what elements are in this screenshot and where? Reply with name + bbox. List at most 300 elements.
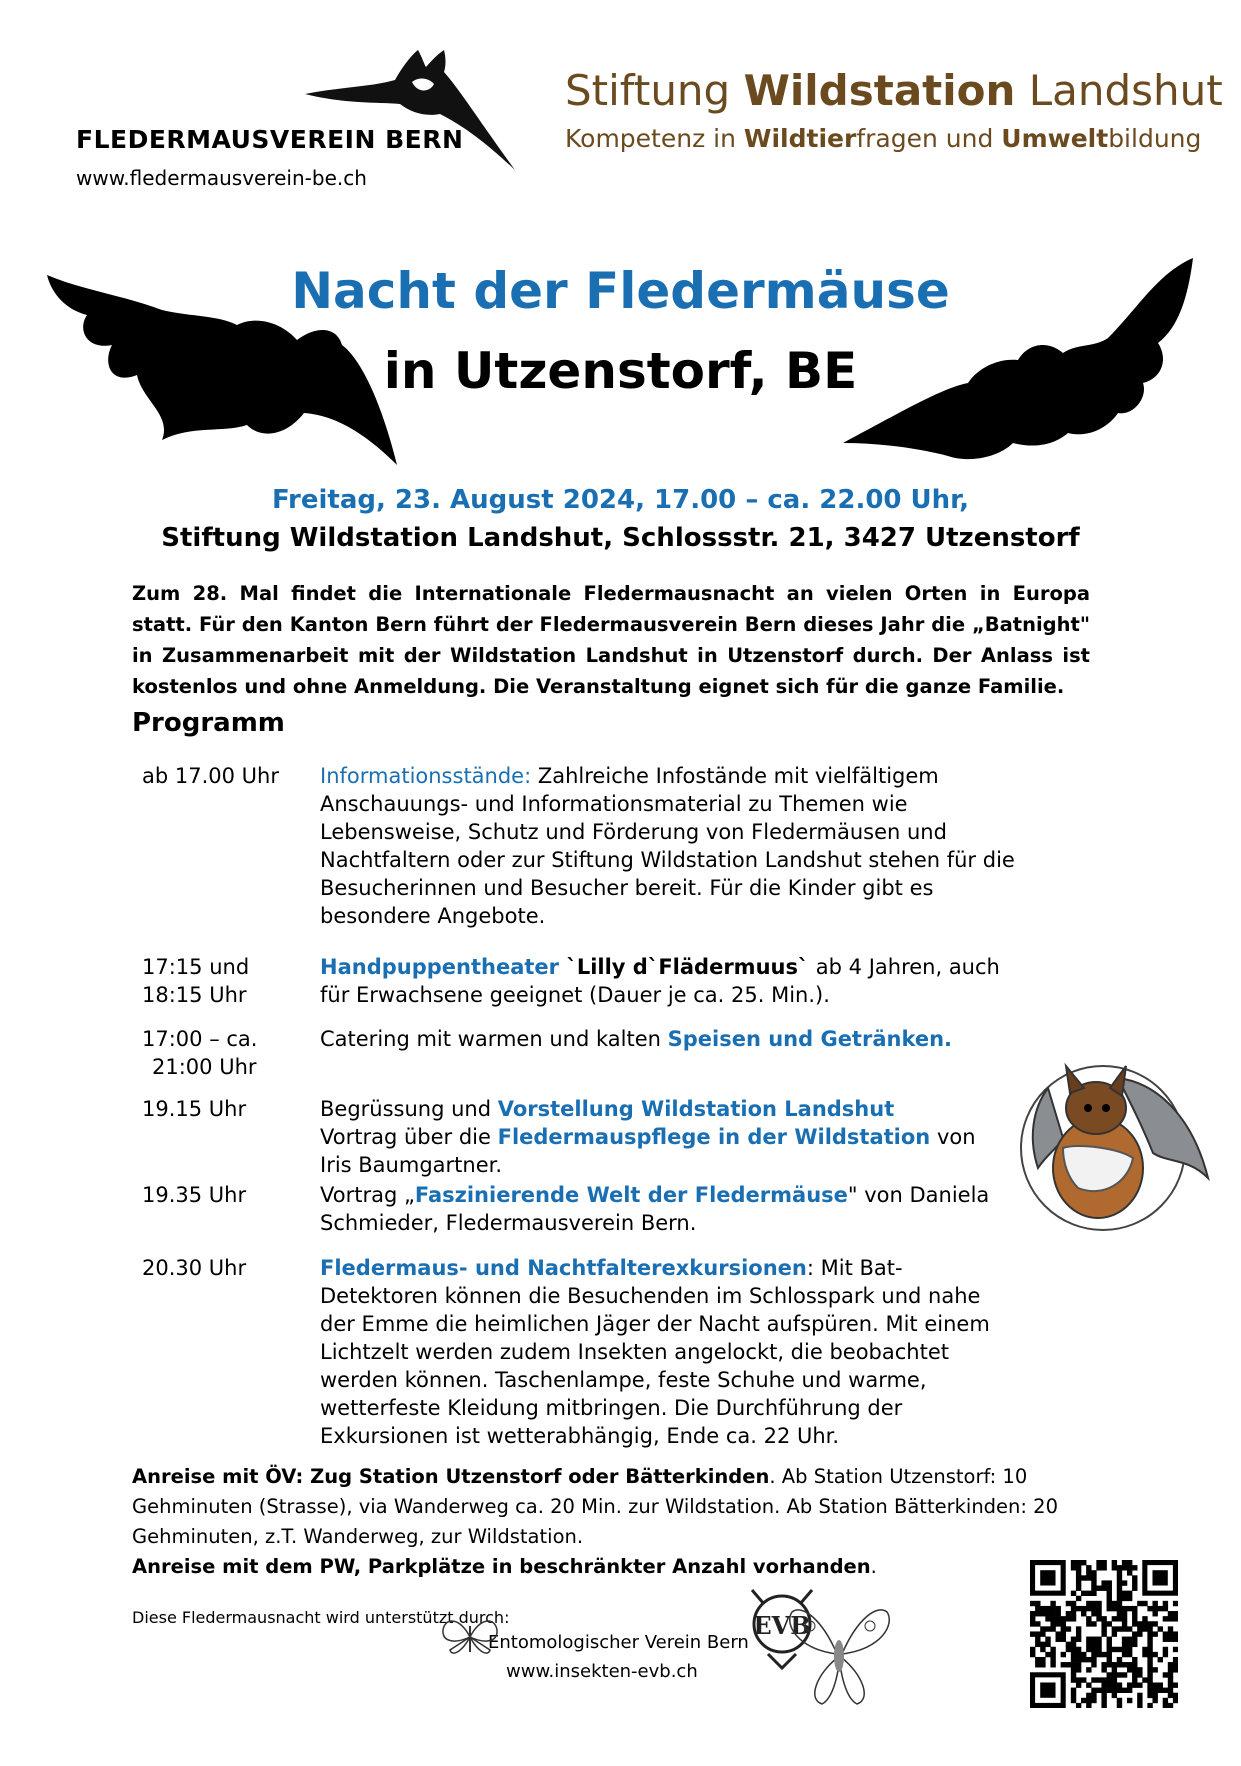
qr-module <box>1091 1647 1096 1652</box>
qr-module <box>1061 1626 1066 1631</box>
qr-module <box>1081 1575 1086 1580</box>
qr-module <box>1101 1652 1106 1657</box>
qr-module <box>1112 1662 1117 1667</box>
qr-module <box>1163 1637 1168 1642</box>
qr-module <box>1137 1621 1142 1626</box>
program-time-2: 17:15 und 18:15 Uhr <box>142 955 250 1007</box>
qr-module <box>1066 1601 1071 1606</box>
program-time-5: 19.35 Uhr <box>142 1183 247 1207</box>
qr-module <box>1137 1693 1142 1698</box>
qr-module <box>1091 1642 1096 1647</box>
qr-module <box>1147 1642 1152 1647</box>
qr-module <box>1101 1703 1106 1708</box>
qr-module <box>1071 1672 1076 1677</box>
qr-module <box>1107 1677 1112 1682</box>
qr-module <box>1071 1616 1076 1621</box>
qr-module <box>1045 1642 1050 1647</box>
qr-module <box>1101 1621 1106 1626</box>
qr-module <box>1061 1621 1066 1626</box>
qr-module <box>1091 1657 1096 1662</box>
qr-module <box>1081 1698 1086 1703</box>
qr-module <box>1086 1703 1091 1708</box>
qr-module <box>1112 1560 1117 1565</box>
qr-module <box>1147 1662 1152 1667</box>
qr-module <box>1076 1570 1081 1575</box>
qr-module <box>1173 1611 1178 1616</box>
qr-module <box>1096 1616 1101 1621</box>
qr-module <box>1132 1637 1137 1642</box>
qr-module <box>1066 1616 1071 1621</box>
qr-finder <box>1152 1570 1167 1585</box>
qr-module <box>1035 1642 1040 1647</box>
qr-module <box>1122 1637 1127 1642</box>
qr-module <box>1122 1672 1127 1677</box>
qr-module <box>1076 1596 1081 1601</box>
qr-module <box>1086 1591 1091 1596</box>
program-desc-6: Fledermaus- und Nachtfalterexkursionen: Mit Bat-Detektoren können die Besuchenden im Schlosspark und nahe der Emme die heimlichen Jäger der Nacht aufspüren. Mit einem Lichtzelt werden zudem Insekten angelockt, die beobachtet werden können. Taschenlampe, feste Schuhe und warme, wetterfeste Kleidung mitbringen. Die Durchführung der Exkursionen ist wetterabhängig, Ende ca. 22 Uhr. <box>320 1256 990 1448</box>
qr-module <box>1096 1586 1101 1591</box>
qr-module <box>1127 1688 1132 1693</box>
qr-module <box>1122 1616 1127 1621</box>
qr-module <box>1127 1591 1132 1596</box>
qr-module <box>1076 1657 1081 1662</box>
qr-module <box>1122 1565 1127 1570</box>
qr-module <box>1117 1616 1122 1621</box>
program-time-4: 19.15 Uhr <box>142 1097 247 1121</box>
qr-module <box>1173 1601 1178 1606</box>
qr-module <box>1091 1662 1096 1667</box>
qr-module <box>1122 1596 1127 1601</box>
qr-module <box>1107 1606 1112 1611</box>
qr-module <box>1122 1688 1127 1693</box>
qr-module <box>1101 1677 1106 1682</box>
qr-module <box>1056 1631 1061 1636</box>
qr-module <box>1173 1647 1178 1652</box>
sponsor-name: Entomologischer Verein Bern <box>488 1632 749 1653</box>
qr-module <box>1101 1626 1106 1631</box>
qr-module <box>1112 1647 1117 1652</box>
qr-module <box>1081 1560 1086 1565</box>
sponsor-url[interactable]: www.insekten-evb.ch <box>506 1661 698 1682</box>
qr-module <box>1147 1606 1152 1611</box>
qr-module <box>1076 1565 1081 1570</box>
qr-module <box>1163 1631 1168 1636</box>
qr-module <box>1147 1626 1152 1631</box>
qr-module <box>1081 1657 1086 1662</box>
qr-module <box>1091 1575 1096 1580</box>
qr-module <box>1086 1565 1091 1570</box>
qr-module <box>1127 1637 1132 1642</box>
qr-module <box>1107 1601 1112 1606</box>
wildstation-logo-title: Stiftung Wildstation Landshut <box>565 66 1223 115</box>
qr-module <box>1066 1642 1071 1647</box>
qr-module <box>1173 1667 1178 1672</box>
qr-module <box>1045 1652 1050 1657</box>
qr-module <box>1127 1606 1132 1611</box>
qr-module <box>1101 1662 1106 1667</box>
qr-module <box>1112 1667 1117 1672</box>
qr-module <box>1071 1601 1076 1606</box>
anreise-info: Anreise mit ÖV: Zug Station Utzenstorf oder Bätterkinden. Ab Station Utzenstorf: 10 Gehminuten (Strasse), via Wanderweg ca. 20 Min. zur Wildstation. Ab Station Bätterkinden: 20 Gehminuten, z.T. Wanderweg, zur Wildstation. Anreise mit dem PW, Parkplätze in beschränkter Anzahl vorhanden. <box>132 1465 1058 1578</box>
qr-module <box>1050 1657 1055 1662</box>
qr-module <box>1173 1616 1178 1621</box>
qr-module <box>1086 1616 1091 1621</box>
qr-module <box>1173 1662 1178 1667</box>
qr-module <box>1096 1611 1101 1616</box>
qr-module <box>1117 1698 1122 1703</box>
qr-module <box>1091 1591 1096 1596</box>
qr-module <box>1132 1580 1137 1585</box>
qr-module <box>1168 1703 1173 1708</box>
qr-module <box>1158 1657 1163 1662</box>
qr-module <box>1045 1606 1050 1611</box>
qr-module <box>1117 1565 1122 1570</box>
qr-module <box>1127 1596 1132 1601</box>
qr-module <box>1050 1662 1055 1667</box>
qr-module <box>1040 1657 1045 1662</box>
qr-module <box>1107 1688 1112 1693</box>
qr-module <box>1086 1642 1091 1647</box>
qr-module <box>1045 1637 1050 1642</box>
qr-module <box>1163 1672 1168 1677</box>
qr-module <box>1076 1652 1081 1657</box>
moth-left-icon <box>440 1612 500 1662</box>
qr-module <box>1112 1626 1117 1631</box>
qr-module <box>1132 1565 1137 1570</box>
qr-module <box>1101 1693 1106 1698</box>
qr-module <box>1091 1611 1096 1616</box>
qr-module <box>1112 1672 1117 1677</box>
qr-module <box>1091 1586 1096 1591</box>
qr-module <box>1101 1688 1106 1693</box>
qr-module <box>1071 1662 1076 1667</box>
qr-module <box>1056 1637 1061 1642</box>
qr-module <box>1050 1611 1055 1616</box>
qr-module <box>1132 1657 1137 1662</box>
qr-module <box>1096 1642 1101 1647</box>
qr-module <box>1091 1693 1096 1698</box>
qr-module <box>1132 1586 1137 1591</box>
qr-module <box>1142 1621 1147 1626</box>
qr-module <box>1117 1611 1122 1616</box>
qr-module <box>1091 1580 1096 1585</box>
qr-module <box>1122 1647 1127 1652</box>
event-venue: Stiftung Wildstation Landshut, Schlossstr. 21, 3427 Utzenstorf <box>161 523 1080 553</box>
qr-module <box>1132 1677 1137 1682</box>
qr-module <box>1107 1647 1112 1652</box>
qr-module <box>1045 1626 1050 1631</box>
qr-module <box>1137 1601 1142 1606</box>
qr-module <box>1076 1606 1081 1611</box>
qr-module <box>1030 1631 1035 1636</box>
qr-module <box>1081 1652 1086 1657</box>
qr-module <box>1147 1621 1152 1626</box>
qr-module <box>1137 1703 1142 1708</box>
qr-module <box>1096 1652 1101 1657</box>
qr-module <box>1076 1662 1081 1667</box>
fledermausverein-url[interactable]: www.fledermausverein-be.ch <box>76 166 367 190</box>
qr-module <box>1107 1580 1112 1585</box>
qr-module <box>1158 1626 1163 1631</box>
qr-module <box>1071 1677 1076 1682</box>
qr-module <box>1061 1637 1066 1642</box>
qr-module <box>1035 1621 1040 1626</box>
qr-module <box>1117 1606 1122 1611</box>
qr-module <box>1163 1606 1168 1611</box>
qr-module <box>1091 1637 1096 1642</box>
qr-module <box>1091 1621 1096 1626</box>
qr-module <box>1168 1616 1173 1621</box>
qr-module <box>1071 1652 1076 1657</box>
qr-module <box>1091 1601 1096 1606</box>
qr-module <box>1122 1611 1127 1616</box>
qr-module <box>1081 1611 1086 1616</box>
qr-module <box>1091 1698 1096 1703</box>
qr-module <box>1107 1637 1112 1642</box>
qr-module <box>1122 1652 1127 1657</box>
qr-module <box>1107 1642 1112 1647</box>
qr-module <box>1122 1642 1127 1647</box>
qr-module <box>1152 1601 1157 1606</box>
qr-module <box>1173 1693 1178 1698</box>
qr-module <box>1147 1667 1152 1672</box>
qr-module <box>1122 1626 1127 1631</box>
qr-module <box>1152 1606 1157 1611</box>
program-desc-5: Vortrag „Faszinierende Welt der Fledermäuse" von Daniela Schmieder, Fledermausverein Bern. <box>320 1183 990 1235</box>
qr-module <box>1076 1677 1081 1682</box>
qr-module <box>1127 1560 1132 1565</box>
qr-module <box>1117 1647 1122 1652</box>
qr-module <box>1096 1560 1101 1565</box>
qr-module <box>1071 1560 1076 1565</box>
qr-module <box>1030 1652 1035 1657</box>
qr-module <box>1142 1626 1147 1631</box>
qr-module <box>1132 1621 1137 1626</box>
intro-paragraph: Zum 28. Mal findet die Internationale Fledermausnacht an vielen Orten in Europa statt. Für den Kanton Bern führt der Fledermausverein Bern dieses Jahr die „Batnight" in Zusammenarbeit mit der Wildstation Landshut in Utzenstorf durch. Der Anlass ist kostenlos und ohne Anmeldung. Die Veranstaltung eignet sich für die ganze Familie. <box>132 582 1090 698</box>
qr-module <box>1091 1606 1096 1611</box>
qr-module <box>1132 1682 1137 1687</box>
qr-module <box>1050 1621 1055 1626</box>
qr-module <box>1147 1682 1152 1687</box>
qr-module <box>1152 1631 1157 1636</box>
qr-module <box>1117 1575 1122 1580</box>
qr-module <box>1117 1672 1122 1677</box>
qr-module <box>1168 1677 1173 1682</box>
qr-module <box>1142 1616 1147 1621</box>
qr-module <box>1163 1698 1168 1703</box>
qr-module <box>1101 1698 1106 1703</box>
qr-module <box>1066 1611 1071 1616</box>
qr-module <box>1112 1631 1117 1636</box>
qr-module <box>1076 1560 1081 1565</box>
qr-module <box>1152 1667 1157 1672</box>
qr-module <box>1132 1575 1137 1580</box>
qr-module <box>1076 1586 1081 1591</box>
qr-module <box>1112 1682 1117 1687</box>
qr-module <box>1137 1631 1142 1636</box>
qr-module <box>1086 1621 1091 1626</box>
qr-module <box>1168 1688 1173 1693</box>
qr-module <box>1035 1631 1040 1636</box>
page-title: Nacht der Fledermäuse <box>291 262 950 320</box>
qr-module <box>1076 1667 1081 1672</box>
qr-module <box>1030 1611 1035 1616</box>
qr-module <box>1117 1703 1122 1708</box>
qr-module <box>1101 1586 1106 1591</box>
qr-module <box>1061 1616 1066 1621</box>
qr-module <box>1101 1631 1106 1636</box>
qr-module <box>1152 1693 1157 1698</box>
qr-module <box>1101 1616 1106 1621</box>
moth-right-icon <box>782 1594 897 1714</box>
qr-module <box>1101 1580 1106 1585</box>
qr-module <box>1107 1591 1112 1596</box>
qr-module <box>1132 1631 1137 1636</box>
qr-module <box>1168 1626 1173 1631</box>
qr-module <box>1127 1626 1132 1631</box>
qr-module <box>1142 1601 1147 1606</box>
qr-module <box>1061 1662 1066 1667</box>
qr-module <box>1107 1657 1112 1662</box>
qr-module <box>1117 1580 1122 1585</box>
qr-module <box>1163 1601 1168 1606</box>
qr-module <box>1071 1667 1076 1672</box>
program-desc-2: Handpuppentheater `Lilly d`Flädermuus` ab 4 Jahren, auch für Erwachsene geeignet (Dauer je ca. 25. Min.). <box>320 955 1000 1007</box>
qr-module <box>1066 1662 1071 1667</box>
qr-module <box>1163 1616 1168 1621</box>
qr-module <box>1163 1647 1168 1652</box>
qr-module <box>1040 1642 1045 1647</box>
qr-module <box>1147 1652 1152 1657</box>
qr-module <box>1066 1626 1071 1631</box>
qr-module <box>1107 1652 1112 1657</box>
qr-module <box>1117 1586 1122 1591</box>
qr-module <box>1096 1688 1101 1693</box>
qr-module <box>1035 1657 1040 1662</box>
qr-module <box>1117 1662 1122 1667</box>
qr-module <box>1091 1652 1096 1657</box>
qr-module <box>1107 1621 1112 1626</box>
qr-module <box>1122 1560 1127 1565</box>
qr-module <box>1076 1631 1081 1636</box>
evb-monogram: EVB <box>753 1611 811 1640</box>
qr-module <box>1086 1667 1091 1672</box>
qr-module <box>1127 1565 1132 1570</box>
qr-module <box>1071 1606 1076 1611</box>
qr-module <box>1142 1677 1147 1682</box>
qr-module <box>1112 1693 1117 1698</box>
qr-module <box>1040 1626 1045 1631</box>
qr-module <box>1168 1637 1173 1642</box>
qr-module <box>1056 1606 1061 1611</box>
qr-module <box>1122 1591 1127 1596</box>
qr-module <box>1122 1580 1127 1585</box>
qr-module <box>1071 1642 1076 1647</box>
qr-module <box>1158 1682 1163 1687</box>
qr-module <box>1127 1647 1132 1652</box>
qr-module <box>1107 1682 1112 1687</box>
qr-module <box>1040 1631 1045 1636</box>
wildstation-tagline: Kompetenz in Wildtierfragen und Umweltbildung <box>565 124 1202 153</box>
qr-module <box>1030 1647 1035 1652</box>
qr-module <box>1127 1662 1132 1667</box>
qr-module <box>1045 1616 1050 1621</box>
qr-module <box>1056 1616 1061 1621</box>
qr-module <box>1086 1606 1091 1611</box>
qr-module <box>1168 1682 1173 1687</box>
qr-module <box>1035 1662 1040 1667</box>
qr-module <box>1081 1606 1086 1611</box>
qr-module <box>1117 1596 1122 1601</box>
qr-module <box>1076 1637 1081 1642</box>
qr-module <box>1045 1611 1050 1616</box>
qr-module <box>1173 1698 1178 1703</box>
qr-module <box>1152 1621 1157 1626</box>
qr-module <box>1086 1698 1091 1703</box>
program-desc-3: Catering mit warmen und kalten Speisen und Getränken. <box>320 1027 953 1051</box>
qr-module <box>1050 1616 1055 1621</box>
fledermausverein-name: FLEDERMAUSVEREIN BERN <box>76 125 464 154</box>
qr-module <box>1137 1667 1142 1672</box>
qr-module <box>1030 1601 1035 1606</box>
qr-module <box>1132 1672 1137 1677</box>
program-heading: Programm <box>132 708 285 738</box>
qr-module <box>1132 1642 1137 1647</box>
qr-module <box>1071 1565 1076 1570</box>
qr-module <box>1035 1637 1040 1642</box>
qr-module <box>1168 1693 1173 1698</box>
bat-illustration-icon <box>1018 1048 1213 1238</box>
qr-module <box>1056 1611 1061 1616</box>
qr-module <box>1035 1601 1040 1606</box>
qr-module <box>1173 1637 1178 1642</box>
qr-module <box>1086 1647 1091 1652</box>
qr-module <box>1050 1606 1055 1611</box>
qr-module <box>1035 1611 1040 1616</box>
qr-module <box>1076 1575 1081 1580</box>
qr-module <box>1086 1693 1091 1698</box>
qr-module <box>1168 1672 1173 1677</box>
qr-module <box>1091 1688 1096 1693</box>
qr-module <box>1127 1698 1132 1703</box>
qr-module <box>1086 1601 1091 1606</box>
qr-module <box>1132 1616 1137 1621</box>
qr-module <box>1035 1606 1040 1611</box>
qr-module <box>1030 1616 1035 1621</box>
qr-module <box>1101 1565 1106 1570</box>
qr-module <box>1071 1647 1076 1652</box>
qr-module <box>1173 1631 1178 1636</box>
qr-module <box>1040 1647 1045 1652</box>
qr-module <box>1122 1662 1127 1667</box>
qr-code[interactable] <box>1030 1560 1178 1708</box>
qr-module <box>1127 1652 1132 1657</box>
qr-module <box>1137 1672 1142 1677</box>
qr-module <box>1168 1662 1173 1667</box>
qr-module <box>1132 1611 1137 1616</box>
qr-module <box>1096 1637 1101 1642</box>
qr-module <box>1147 1677 1152 1682</box>
qr-module <box>1107 1662 1112 1667</box>
qr-module <box>1086 1575 1091 1580</box>
qr-module <box>1030 1621 1035 1626</box>
qr-module <box>1147 1657 1152 1662</box>
qr-module <box>1107 1596 1112 1601</box>
program-desc-4: Begrüssung und Vorstellung Wildstation Landshut Vortrag über die Fledermauspflege in der Wildstation von Iris Baumgartner. <box>320 1097 976 1177</box>
qr-module <box>1101 1560 1106 1565</box>
qr-module <box>1122 1621 1127 1626</box>
qr-module <box>1127 1667 1132 1672</box>
